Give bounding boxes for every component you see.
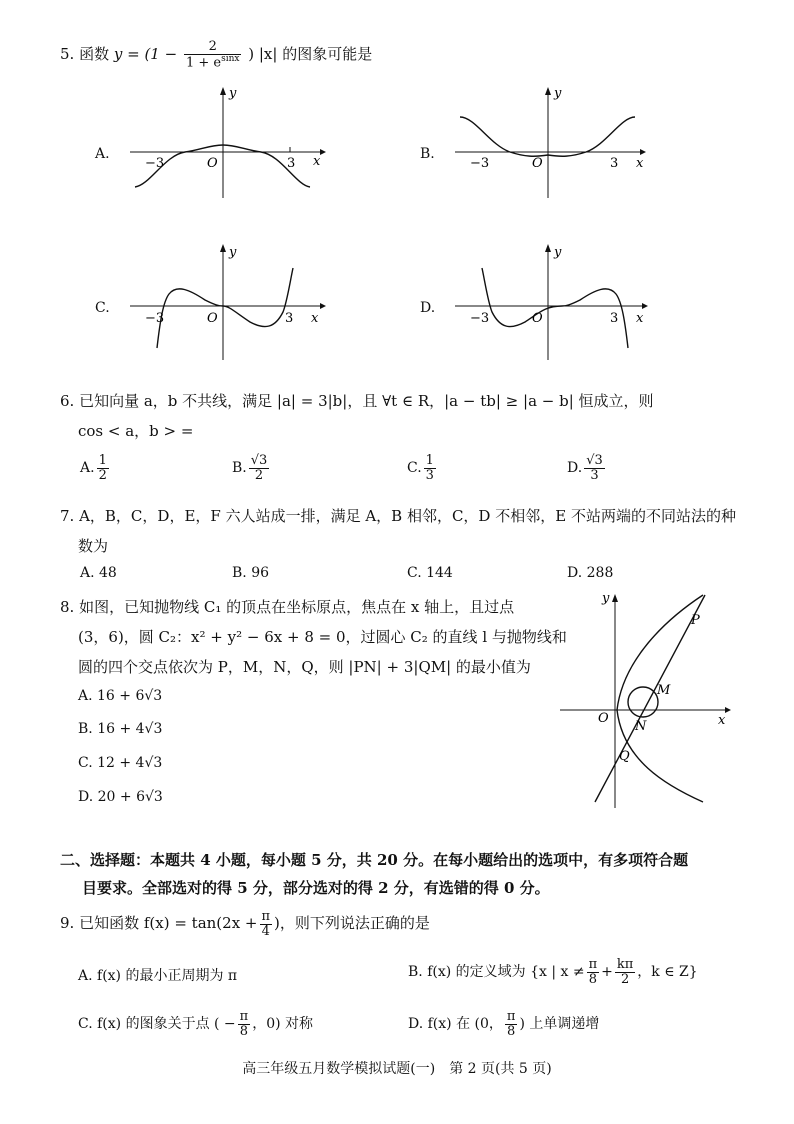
q6-c-num: 1 [425, 453, 434, 468]
q9-c-post: ，0) 对称 [252, 1016, 314, 1033]
q9-c-den: 8 [239, 1023, 249, 1039]
q5-c-ylabel: y [229, 245, 237, 260]
q5-a-neg3: −3 [145, 156, 165, 171]
q5-graph-c-label: C. [95, 300, 110, 316]
q9-option-b [408, 958, 698, 986]
q5-stem [60, 40, 372, 70]
q9-c-pre: C. f(x) 的图象关于点 ( − [78, 1016, 236, 1033]
q9-b-pre: B. f(x) 的定义域为 {x | x ≠ [408, 964, 585, 981]
page-footer: 高三年级五月数学模拟试题(一) 第 2 页(共 5 页) [242, 1061, 552, 1077]
q5-frac-num: 2 [184, 40, 242, 55]
q6-line2: cos < a，b > = [78, 422, 194, 440]
q9-option-a: A. f(x) 的最小正周期为 π [78, 968, 238, 984]
q5-d-neg3: −3 [470, 311, 490, 326]
q5-c-pos3: 3 [285, 311, 294, 326]
q5-graph-a-label: A. [95, 146, 110, 162]
q8-ylabel: y [602, 591, 610, 606]
q5-rhs: ) |x| 的图象可能是 [248, 44, 373, 63]
q5-d-pos3: 3 [610, 311, 619, 326]
q6-option-b [232, 454, 271, 482]
q5-fraction [184, 40, 242, 70]
q9-c-frac [238, 1010, 251, 1038]
q9-d-num: π [506, 1009, 516, 1024]
q7-line2: 数为 [78, 537, 109, 555]
q6-option-d [567, 454, 607, 482]
q8-line1: 8. 如图，已知抛物线 C₁ 的顶点在坐标原点，焦点在 x 轴上，且过点 [60, 598, 515, 616]
q8-xlabel: x [718, 713, 726, 728]
q7-option-d: D. 288 [567, 565, 614, 581]
q9-stem-num: π [261, 909, 271, 924]
q9-b-d2: 2 [620, 971, 630, 987]
q9-stem-pre: 9. 已知函数 f(x) = tan(2x + [60, 914, 258, 933]
q9-b-frac1 [587, 958, 600, 986]
q9-d-pre: D. f(x) 在 (0， [408, 1016, 503, 1033]
q9-b-mid: + [601, 964, 613, 981]
q5-number: 5. 函数 [60, 44, 110, 63]
q5-d-xlabel: x [636, 311, 644, 326]
q5-frac-den-exp: sinx [221, 53, 240, 64]
q8-option-d: D. 20 + 6√3 [78, 789, 163, 805]
q9-d-frac [505, 1010, 518, 1038]
q8-point-p: P [691, 613, 700, 628]
q7-option-b: B. 96 [232, 565, 270, 581]
q5-frac-den [184, 55, 242, 70]
q6-a-frac [97, 454, 109, 482]
q5-b-pos3: 3 [610, 156, 619, 171]
q9-b-d1: 8 [588, 971, 597, 987]
q5-graph-d [450, 242, 650, 362]
q5-c-origin: O [207, 311, 218, 326]
q6-b-num: √3 [250, 453, 268, 468]
q9-c-num: π [239, 1009, 249, 1024]
q5-graph-c [125, 242, 325, 362]
q9-b-post: ，k ∈ Z} [637, 964, 698, 981]
q6-d-frac [584, 454, 605, 482]
q6-c-label: C. [407, 460, 422, 477]
q5-a-xlabel: x [313, 154, 321, 169]
q7-line1: 7. A，B，C，D，E，F 六人站成一排，满足 A，B 相邻，C，D 不相邻，E 不站两端的不同站法的种 [60, 507, 736, 525]
q5-c-xlabel: x [311, 311, 319, 326]
q6-a-den: 2 [98, 467, 107, 483]
q9-stem-den: 4 [261, 923, 270, 939]
q5-lhs: y = (1 − [113, 44, 178, 63]
q5-graph-b [450, 85, 650, 200]
q5-c-neg3: −3 [145, 311, 165, 326]
q6-option-c [407, 454, 438, 482]
q8-line2: (3，6)，圆 C₂：x² + y² − 6x + 8 = 0，过圆心 C₂ 的直线 l 与抛物线和 [78, 628, 567, 646]
q9-option-d [408, 1010, 599, 1038]
q9-d-post: ) 上单调递增 [519, 1016, 600, 1033]
q6-c-frac [424, 454, 436, 482]
q6-option-a [80, 454, 111, 482]
q5-b-neg3: −3 [470, 156, 490, 171]
q6-b-den: 2 [254, 467, 264, 483]
q5-frac-den-base: 1 + e [185, 54, 222, 70]
q5-graph-a [125, 85, 325, 200]
q9-b-n2: kπ [616, 957, 634, 972]
q5-a-pos3: 3 [287, 156, 296, 171]
q5-a-ylabel: y [229, 86, 237, 101]
q5-a-origin: O [207, 156, 218, 171]
q9-b-n1: π [588, 957, 598, 972]
q6-b-label: B. [232, 460, 247, 477]
q6-line1: 6. 已知向量 a，b 不共线，满足 |a| = 3|b|，且 ∀t ∈ R，|a − tb| ≥ |a − b| 恒成立，则 [60, 392, 654, 410]
q6-d-den: 3 [590, 467, 599, 483]
q6-d-label: D. [567, 460, 583, 477]
q9-stem-frac [260, 910, 273, 938]
q5-b-origin: O [532, 156, 543, 171]
q7-option-c: C. 144 [407, 565, 453, 581]
q8-origin: O [598, 711, 609, 726]
q8-line3: 圆的四个交点依次为 P，M，N，Q，则 |PN| + 3|QM| 的最小值为 [78, 658, 531, 676]
q9-stem [60, 910, 430, 938]
q9-d-den: 8 [507, 1023, 516, 1039]
q8-figure [555, 590, 735, 810]
q8-option-b: B. 16 + 4√3 [78, 721, 163, 737]
q8-point-q: Q [619, 749, 630, 764]
q8-option-c: C. 12 + 4√3 [78, 755, 163, 771]
q6-b-frac [249, 454, 270, 482]
q5-b-xlabel: x [636, 156, 644, 171]
q6-a-label: A. [80, 460, 95, 477]
q5-graph-b-label: B. [420, 146, 435, 162]
q9-option-c [78, 1010, 313, 1038]
q7-option-a: A. 48 [80, 565, 117, 581]
q8-option-a: A. 16 + 6√3 [78, 688, 163, 704]
q6-a-num: 1 [98, 453, 107, 468]
q6-d-num: √3 [586, 453, 603, 468]
q8-point-m: M [657, 683, 671, 698]
q9-b-frac2 [615, 958, 635, 986]
q5-graph-d-label: D. [420, 300, 436, 316]
q6-c-den: 3 [425, 467, 434, 483]
q5-d-ylabel: y [554, 245, 562, 260]
q9-stem-post: )，则下列说法正确的是 [274, 914, 430, 933]
q5-b-ylabel: y [554, 86, 562, 101]
q8-point-n: N [635, 719, 647, 734]
q5-d-origin: O [532, 311, 543, 326]
section2-line2: 目要求。全部选对的得 5 分，部分选对的得 2 分，有选错的得 0 分。 [82, 879, 550, 897]
section2-line1: 二、选择题：本题共 4 小题，每小题 5 分，共 20 分。在每小题给出的选项中，有多项符合题 [60, 851, 689, 869]
